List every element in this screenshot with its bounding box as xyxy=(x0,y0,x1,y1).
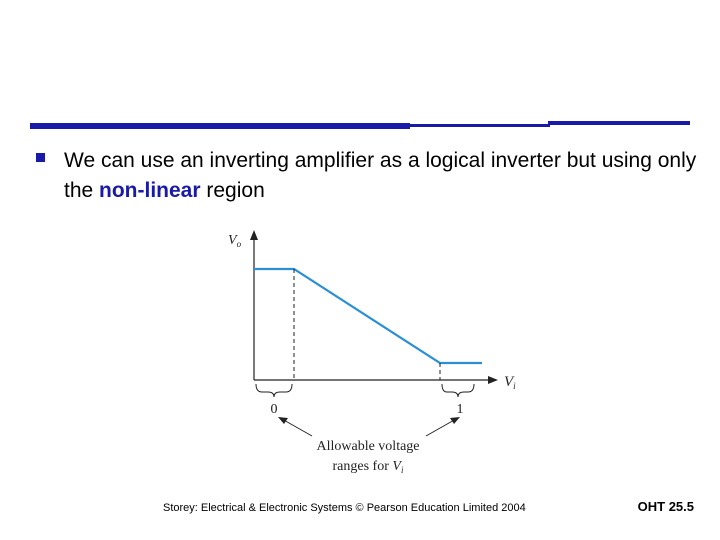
high-range-brace xyxy=(442,384,474,397)
header-rule-mid xyxy=(408,124,550,127)
bullet-square-icon xyxy=(36,153,45,162)
pointer-arrowhead-low-icon xyxy=(278,417,288,424)
bullet-text xyxy=(64,146,704,206)
tick-label-high: 1 xyxy=(456,402,464,417)
caption-line-2: ranges for $V_i$ xyxy=(332,459,404,475)
low-range-brace xyxy=(256,384,292,397)
transfer-curve xyxy=(254,269,482,363)
bullet-emphasis: non-linear xyxy=(99,179,201,202)
tick-label-low: 0 xyxy=(270,402,278,417)
header-rule-thin xyxy=(548,121,690,125)
pointer-arrow-low xyxy=(282,419,312,436)
x-axis-arrow-icon xyxy=(488,376,498,384)
caption-line-1: Allowable voltage xyxy=(316,439,420,454)
footer-credit: Storey: Electrical & Electronic Systems © Pearson Education Limited 2004 xyxy=(163,502,526,514)
pointer-arrow-high xyxy=(426,419,456,436)
x-axis-label: $V_i$ xyxy=(504,374,516,391)
slide-number: OHT 25.5 xyxy=(637,499,694,514)
bullet-text-end: region xyxy=(200,179,265,202)
y-axis-label: $V_o$ xyxy=(228,233,242,249)
y-axis-arrow-icon xyxy=(250,230,258,240)
transfer-characteristic-diagram xyxy=(220,222,540,482)
header-rule-thick xyxy=(30,123,410,129)
pointer-arrowhead-high-icon xyxy=(450,417,460,424)
bullet-text-start: We can use an inverting amplifier as a logical inverter but using only the xyxy=(64,149,697,202)
